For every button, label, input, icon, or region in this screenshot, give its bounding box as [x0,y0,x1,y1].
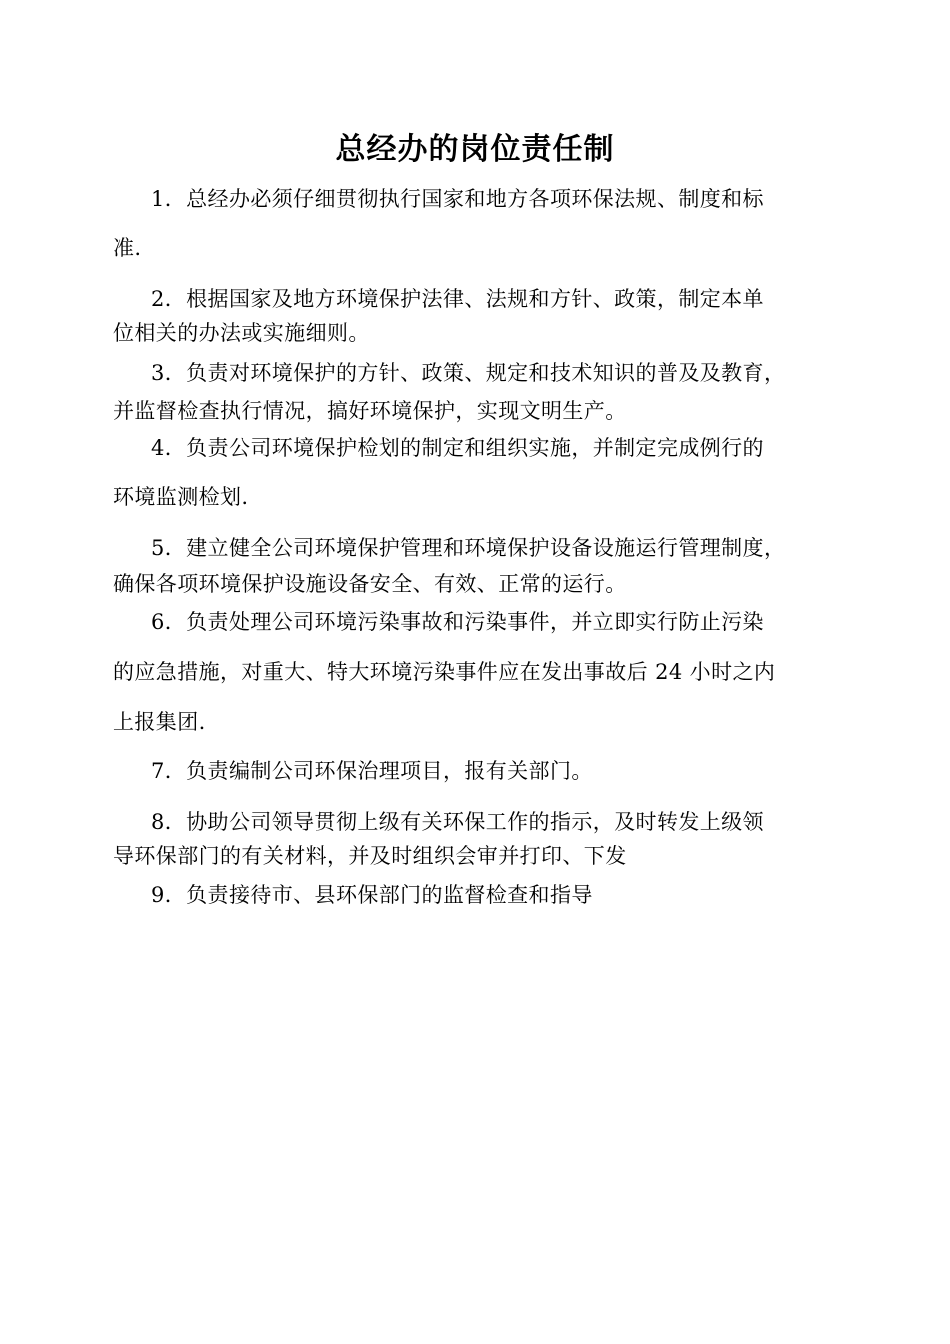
item-5-line-2: 确保各项环境保护设施设备安全、有效、正常的运行。 [113,572,627,596]
item-8-line-1: 8．协助公司领导贯彻上级有关环保工作的指示，及时转发上级领 [151,810,764,834]
item-9 [113,880,853,910]
item-9-line-1: 9．负责接待市、县环保部门的监督检查和指导 [151,883,593,907]
item-1-line-2: 准. [113,236,142,260]
item-6-line-3: 上报集团. [113,710,206,734]
item-4-line-2: 环境监测检划. [113,485,249,509]
item-3 [113,358,853,426]
item-5 [113,533,853,599]
document-title: 总经办的岗位责任制 [335,132,615,167]
item-1 [113,184,853,263]
item-7 [113,756,853,786]
item-6 [113,607,853,737]
item-2-line-2: 位相关的办法或实施细则。 [113,321,370,345]
item-4 [113,433,853,512]
item-1-line-1: 1．总经办必须仔细贯彻执行国家和地方各项环保法规、制度和标 [151,187,764,211]
item-3-line-2: 并监督检查执行情况，搞好环境保护，实现文明生产。 [113,399,627,423]
item-8 [113,807,853,871]
item-2-line-1: 2．根据国家及地方环境保护法律、法规和方针、政策，制定本单 [151,287,764,311]
item-5-line-1: 5．建立健全公司环境保护管理和环境保护设备设施运行管理制度， [151,536,786,560]
item-6-line-2: 的应急措施，对重大、特大环境污染事件应在发出事故后 24 小时之内 [113,660,776,684]
item-7-line-1: 7．负责编制公司环保治理项目，报有关部门。 [151,759,593,783]
item-6-line-1: 6．负责处理公司环境污染事故和污染事件，并立即实行防止污染 [151,610,764,634]
item-4-line-1: 4．负责公司环境保护检划的制定和组织实施，并制定完成例行的 [151,436,764,460]
item-8-line-2: 导环保部门的有关材料，并及时组织会审并打印、下发 [113,844,627,868]
item-2 [113,284,853,348]
item-3-line-1: 3．负责对环境保护的方针、政策、规定和技术知识的普及及教育， [151,361,786,385]
